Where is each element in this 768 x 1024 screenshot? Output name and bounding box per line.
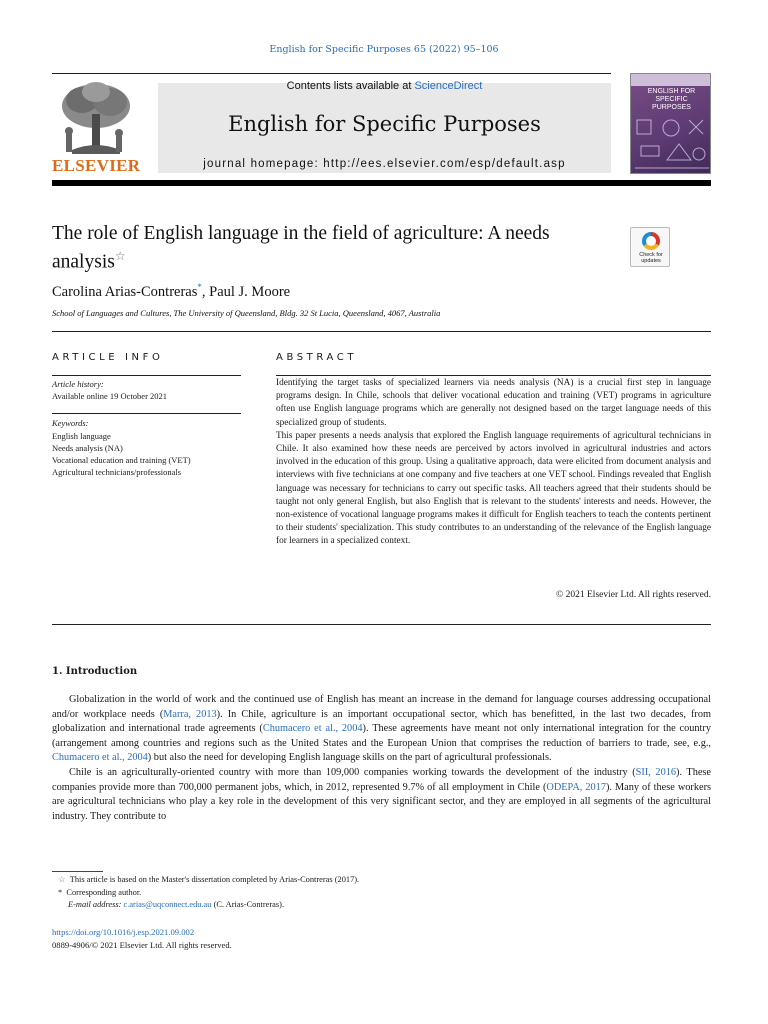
abstract-heading: ABSTRACT xyxy=(276,352,358,363)
divider-rule xyxy=(52,331,711,332)
contents-line xyxy=(158,80,611,92)
keywords-label: Keywords: xyxy=(52,418,89,428)
journal-title: English for Specific Purposes xyxy=(228,112,541,136)
body-paragraph xyxy=(52,766,711,824)
footnote-item xyxy=(58,874,698,887)
keywords-list xyxy=(52,430,191,478)
cover-top-strip xyxy=(631,74,711,86)
divider-rule xyxy=(52,375,241,376)
citation-link[interactable]: Chumacero et al., 2004 xyxy=(52,752,148,764)
header-thick-rule xyxy=(52,180,711,186)
keyword-item: Vocational education and training (VET) xyxy=(52,455,191,465)
cover-pattern-graphic xyxy=(631,114,711,174)
check-for-updates-badge[interactable] xyxy=(630,227,670,267)
article-history-date: Available online 19 October 2021 xyxy=(52,391,168,401)
doi-link[interactable]: https://doi.org/10.1016/j.esp.2021.09.002 xyxy=(52,927,195,937)
corresponding-author-mark[interactable]: * xyxy=(197,282,202,292)
elsevier-wordmark: ELSEVIER xyxy=(52,156,141,175)
citation-link[interactable]: Chumacero et al., 2004 xyxy=(262,723,363,735)
body-paragraph xyxy=(52,693,711,766)
article-info-heading: ARTICLE INFO xyxy=(52,352,164,363)
footnote-star-mark: ☆ xyxy=(58,875,66,884)
article-history-label: Article history: xyxy=(52,379,104,389)
footnote-item xyxy=(58,887,698,900)
abstract-paragraph: This paper presents a needs analysis that explored the English language requirements of agricultural technicians in Chile. It also examined how these needs are perceived by actors involved in agricultural industries and actors involved in the education of this group. Using a qualitative approach, data were elicited from document analysis and interviews with five technicians at one company and five teachers at one VET school. Findings revealed that English language was necessary for technicians to carry out specific tasks. All teachers agreed that their students should be taught not only general English, but also English that is relevant to the students' interests and needs. However, the non-existence of vocational language programs makes it difficult for English teachers to teach the contents pertinent to their students' specialization. This study contributes to an understanding of the relevance of the English language for learners in a specialized context. xyxy=(276,430,711,547)
footnote-rule xyxy=(52,871,103,872)
citation-link[interactable]: ODEPA, 2017 xyxy=(546,781,606,793)
check-updates-icon xyxy=(642,232,660,250)
body-text: ). Many of these workers are agricultural technicians who play a key role in the development of this very significant sector, and they are employed in all segments of the agricultural industry. They contribute to xyxy=(52,781,712,822)
abstract-paragraph: Identifying the target tasks of specialized learners via needs analysis (NA) is a crucial first step in language programs design. In Chile, schools that deliver vocational education and training (VET) programs in agriculture often use English language programs which are generally not designed based on the target language needs of this specialized group of students. xyxy=(276,378,711,428)
header-top-rule xyxy=(52,73,611,74)
footnote-text: Corresponding author. xyxy=(66,887,142,897)
divider-rule xyxy=(276,375,711,376)
keyword-item: English language xyxy=(52,431,111,441)
keyword-item: Needs analysis (NA) xyxy=(52,443,123,453)
body-text: Chile is an agriculturally-oriented country with more than 109,000 companies working towards the development of the industry ( xyxy=(69,766,636,778)
email-label: E-mail address: xyxy=(68,900,122,910)
body-text: Globalization in the world of work and the continued use of English has meant an increase in the demand for language courses addressing occupational and/or workplace needs ( xyxy=(52,694,711,720)
author-name[interactable]: , Paul J. Moore xyxy=(201,283,291,300)
divider-rule xyxy=(52,624,711,625)
citation-link[interactable]: SII, 2016 xyxy=(635,766,677,778)
article-title-text: The role of English language in the field of agriculture: A needs analysis xyxy=(52,223,550,273)
footnote-item xyxy=(58,899,698,912)
author-list xyxy=(52,282,290,301)
footnote-asterisk-mark: * xyxy=(58,887,63,897)
title-footnote-star[interactable]: ☆ xyxy=(114,249,126,263)
body-text: ). In Chile, agriculture is an important occupational sector, which has benefitted, in the last two decades, from globalization and international trade agreements ( xyxy=(52,708,711,735)
footnotes xyxy=(58,874,698,912)
contents-prefix: Contents lists available at xyxy=(286,80,415,92)
section-heading-introduction: 1. Introduction xyxy=(52,666,138,677)
doi-block xyxy=(52,926,232,951)
introduction-body xyxy=(52,693,711,824)
keyword-item: Agricultural technicians/professionals xyxy=(52,467,182,477)
body-text: ). These agreements have meant not only international integration for the country (arrangement among countries and regions such as the United States and the European Union that comprises the reduction of barriers to trade, see, e.g., xyxy=(52,723,711,749)
footnote-text: This article is based on the Master's dissertation completed by Arias-Contreras (2017). xyxy=(69,875,360,884)
body-text: ). These companies provide more than 700,000 permanent jobs, which, in 2012, represented 9.7% of all employment in Chile ( xyxy=(52,766,712,793)
journal-reference-link[interactable]: English for Specific Purposes 65 (2022) 95–106 xyxy=(269,44,499,55)
journal-homepage[interactable]: journal homepage: http://ees.elsevier.com/esp/default.asp xyxy=(203,158,566,170)
body-text: ) but also the need for developing English language skills on the part of agricultural professionals. xyxy=(147,752,552,764)
article-title xyxy=(52,222,612,274)
journal-cover-thumbnail[interactable] xyxy=(630,73,711,174)
email-link[interactable]: c.arias@uqconnect.edu.au xyxy=(123,900,212,910)
sciencedirect-link[interactable]: ScienceDirect xyxy=(414,80,483,92)
abstract-copyright: © 2021 Elsevier Ltd. All rights reserved. xyxy=(556,590,711,600)
divider-rule xyxy=(52,413,241,414)
cover-title: ENGLISH FOR SPECIFIC PURPOSES xyxy=(647,88,696,111)
issn-copyright: 0889-4906/© 2021 Elsevier Ltd. All rights reserved. xyxy=(52,939,232,950)
abstract-body xyxy=(276,377,711,549)
citation-link[interactable]: Marra, 2013 xyxy=(163,708,217,720)
email-suffix: (C. Arias-Contreras). xyxy=(211,900,285,910)
affiliation: School of Languages and Cultures, The University of Queensland, Bldg. 32 St Lucia, Queensland, 4067, Australia xyxy=(52,308,441,318)
check-updates-label: Check for updates xyxy=(639,252,663,264)
author-name[interactable]: Carolina Arias-Contreras xyxy=(52,283,198,300)
